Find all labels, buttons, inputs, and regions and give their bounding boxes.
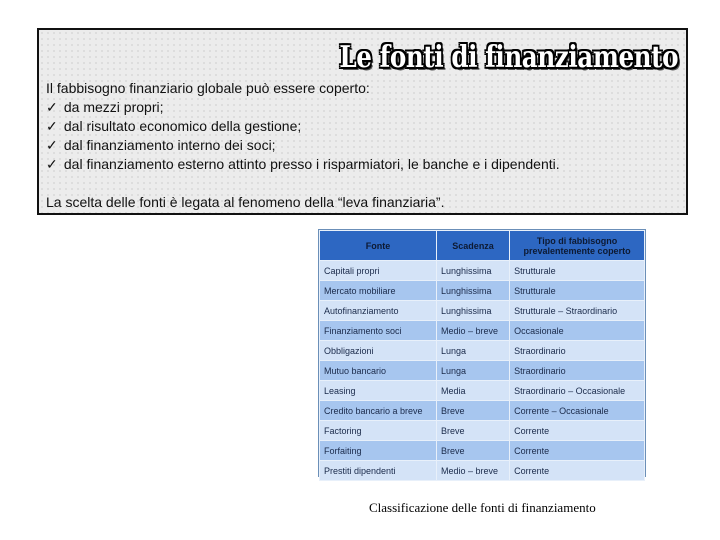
list-item-text: dal risultato economico della gestione; <box>63 118 302 134</box>
cell-need-type: Corrente – Occasionale <box>510 401 645 421</box>
cell-source: Forfaiting <box>320 441 437 461</box>
cell-maturity: Lunga <box>437 341 510 361</box>
table-row <box>320 441 645 461</box>
cell-need-type: Strutturale – Straordinario <box>510 301 645 321</box>
cell-maturity: Media <box>437 381 510 401</box>
cell-maturity: Lunghissima <box>437 301 510 321</box>
table-row <box>320 261 645 281</box>
cell-source: Mutuo bancario <box>320 361 437 381</box>
cell-need-type: Corrente <box>510 441 645 461</box>
cell-need-type: Straordinario <box>510 361 645 381</box>
table-row <box>320 381 645 401</box>
cell-source: Prestiti dipendenti <box>320 461 437 481</box>
list-item-text: da mezzi propri; <box>63 99 164 115</box>
funding-sources-list <box>46 98 560 174</box>
table-row <box>320 421 645 441</box>
cell-maturity: Lunga <box>437 361 510 381</box>
table-row <box>320 461 645 481</box>
cell-source: Autofinanziamento <box>320 301 437 321</box>
cell-need-type: Corrente <box>510 421 645 441</box>
table-row <box>320 301 645 321</box>
list-item-text: dal finanziamento interno dei soci; <box>63 137 276 153</box>
cell-need-type: Straordinario – Occasionale <box>510 381 645 401</box>
checkmark-icon: ✓ <box>46 99 58 115</box>
cell-source: Mercato mobiliare <box>320 281 437 301</box>
list-item <box>46 98 560 117</box>
list-item <box>46 117 560 136</box>
slide-title: Le fonti di finanziamento <box>339 40 678 75</box>
header-maturity: Scadenza <box>437 231 510 261</box>
intro-text: Il fabbisogno finanziario globale può essere coperto: <box>46 80 370 96</box>
cell-maturity: Lunghissima <box>437 261 510 281</box>
cell-maturity: Medio – breve <box>437 461 510 481</box>
text-panel <box>37 28 688 215</box>
cell-need-type: Strutturale <box>510 261 645 281</box>
table-row <box>320 341 645 361</box>
cell-source: Leasing <box>320 381 437 401</box>
cell-maturity: Medio – breve <box>437 321 510 341</box>
leverage-note: La scelta delle fonti è legata al fenomeno della “leva finanziaria”. <box>46 194 445 210</box>
list-item-text: dal finanziamento esterno attinto presso i risparmiatori, le banche e i dipendenti. <box>63 156 560 172</box>
checkmark-icon: ✓ <box>46 156 58 172</box>
cell-need-type: Occasionale <box>510 321 645 341</box>
cell-source: Factoring <box>320 421 437 441</box>
cell-maturity: Breve <box>437 401 510 421</box>
cell-maturity: Breve <box>437 441 510 461</box>
list-item <box>46 155 560 174</box>
table-header-row <box>320 231 645 261</box>
table-row <box>320 281 645 301</box>
list-item <box>46 136 560 155</box>
table-row <box>320 321 645 341</box>
cell-maturity: Breve <box>437 421 510 441</box>
header-source: Fonte <box>320 231 437 261</box>
cell-need-type: Corrente <box>510 461 645 481</box>
funding-sources-table <box>318 229 646 477</box>
cell-source: Finanziamento soci <box>320 321 437 341</box>
cell-source: Obbligazioni <box>320 341 437 361</box>
cell-need-type: Strutturale <box>510 281 645 301</box>
cell-source: Credito bancario a breve <box>320 401 437 421</box>
checkmark-icon: ✓ <box>46 137 58 153</box>
cell-need-type: Straordinario <box>510 341 645 361</box>
table-row <box>320 401 645 421</box>
table-row <box>320 361 645 381</box>
table-caption: Classificazione delle fonti di finanziamento <box>369 500 596 515</box>
cell-maturity: Lunghissima <box>437 281 510 301</box>
header-need-type: Tipo di fabbisogno prevalentemente coperto <box>510 231 645 261</box>
cell-source: Capitali propri <box>320 261 437 281</box>
checkmark-icon: ✓ <box>46 118 58 134</box>
